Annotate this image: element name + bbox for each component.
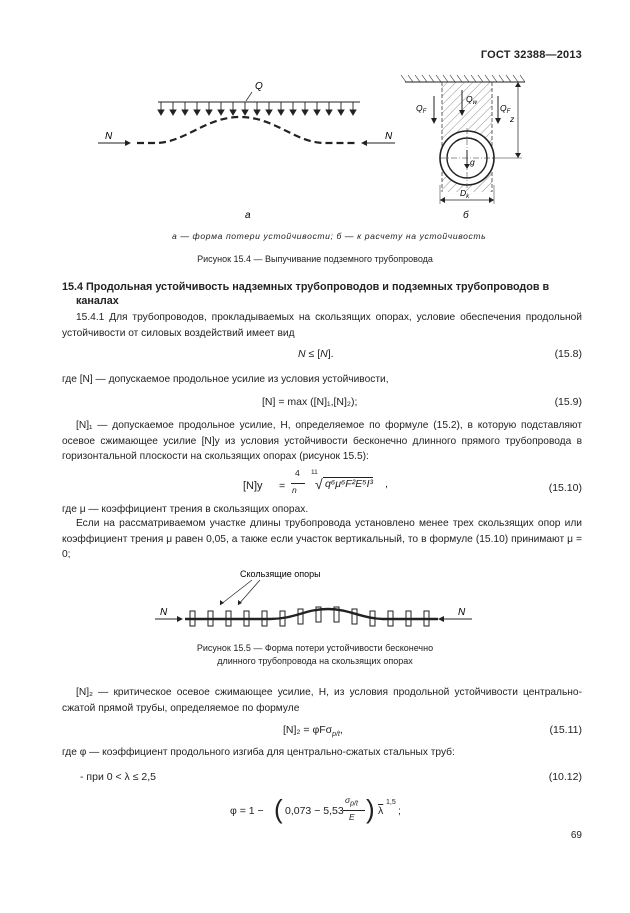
formula-phi: φ = 1 − ( 0,073 − 5,53 $\sigma_{p/t}$ E ) $\overline{\lambda}$ 1,5 ; [230, 794, 401, 824]
paragraph-n1: [N]₁ — допускаемое продольное усилие, Н, определяемое по формуле (15.2), в которую подставляют осевое сжимающее усилие [N]у из условия устойчивости бесконечно длинного прямого трубопровода в горизонтальной плоскости на скользящих опорах (рисунок 15.5): [62, 420, 582, 462]
depth-z-label: z [510, 114, 515, 124]
pipe-weight-label: g [470, 157, 475, 167]
soil-weight-label: $Q_w$ [466, 94, 477, 106]
formula-15-11: [N]₂ = φFσ$_{p/t}$, [283, 724, 343, 739]
friction-left-label: $Q_F$ [416, 103, 427, 115]
paragraph-condition: Если на рассматриваемом участке длины трубопровода установлено менее трех скользящих опор или коэффициент трения μ равен 0,05, а также если участок вертикальный, то в формуле (15.10) принимают μ = 0; [62, 518, 582, 560]
paragraph-n2: [N]₂ — критическое осевое сжимающее усилие, Н, из условия продольной устойчивости центрально-сжатой прямой трубы, определяемое по формуле [62, 687, 582, 714]
figure-15-4-legend: а — форма потери устойчивости; б — к расчету на устойчивость [172, 231, 487, 241]
sliding-support-markers [190, 607, 429, 626]
figure-15-5-caption-line2: длинного трубопровода на скользящих опорах [217, 656, 413, 666]
formula-15-9: [N] = max ([N]₁,[N]₂); [262, 396, 358, 408]
formula-15-8-number: (15.8) [554, 348, 582, 360]
figure-15-4-buried-pipe-diagram [400, 70, 530, 230]
figure-part-a-label: а [245, 210, 251, 221]
axial-force-right-label: N [458, 607, 466, 618]
diameter-dk-label: $D_k$ [460, 188, 470, 200]
formula-15-11-number: (15.11) [549, 724, 582, 736]
paragraph-phi: где φ — коэффициент продольного изгиба для центрально-сжатых стальных труб: [62, 747, 455, 758]
paragraph-mu: где μ — коэффициент трения в скользящих опорах. [62, 504, 309, 515]
formula-15-10: [N]у = 4 n 11 √ q⁶μ⁶F²E⁵I³ , [243, 468, 388, 495]
standard-header: ГОСТ 32388—2013 [480, 49, 582, 61]
distributed-load-arrows [158, 102, 356, 115]
figure-15-4-buckling-diagram [95, 72, 410, 227]
buckled-pipe-line [185, 609, 438, 619]
figure-15-4-caption: Рисунок 15.4 — Выпучивание подземного трубопровода [197, 254, 433, 264]
formula-10-12-number: (10.12) [548, 771, 582, 783]
sliding-supports-label: Скользящие опоры [240, 569, 321, 579]
formula-15-9-number: (15.9) [554, 396, 582, 408]
friction-right-label: $Q_F$ [500, 103, 511, 115]
page-number: 69 [570, 830, 582, 841]
formula-15-8: N ≤ [N]. [298, 348, 334, 360]
paragraph-where-n: где [N] — допускаемое продольное усилие из условия устойчивости, [62, 374, 389, 385]
figure-15-5-caption-line1: Рисунок 15.5 — Форма потери устойчивости бесконечно [196, 643, 434, 653]
axial-force-left-label: N [105, 131, 113, 142]
figure-part-b-label: б [463, 210, 469, 221]
formula-15-10-number: (15.10) [548, 482, 582, 494]
axial-force-left-label: N [160, 607, 168, 618]
load-q-label: Q [255, 81, 263, 92]
axial-force-right-label: N [385, 131, 393, 142]
buckled-pipe-shape [137, 117, 355, 143]
paragraph-15-4-1: 15.4.1 Для трубопроводов, прокладываемых на скользящих опорах, условие обеспечения продольной устойчивости от силовых воздействий имеет вид [62, 312, 582, 339]
formula-condition: - при 0 < λ ≤ 2,5 [80, 771, 156, 783]
figure-15-5-diagram [150, 565, 480, 635]
section-title: 15.4 Продольная устойчивость надземных трубопроводов и подземных трубопроводов в каналах [62, 281, 550, 307]
